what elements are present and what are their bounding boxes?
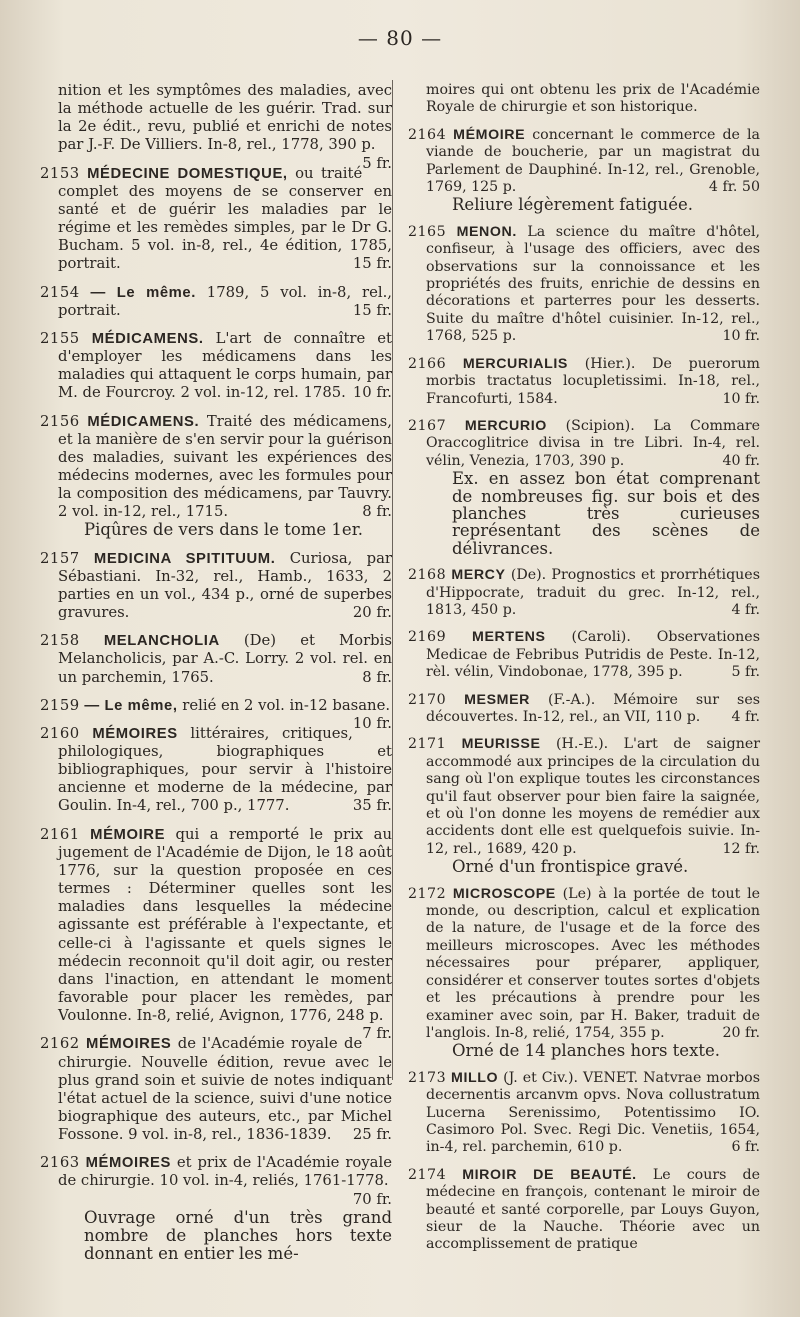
entry-text: (De). Prognostics et prorrhétiques d'Hippocrate, traduit du grec. In-12, rel., 1813, 450 p. xyxy=(426,567,760,618)
entry-keyword: MÉMOIRES xyxy=(85,1155,171,1172)
catalogue-entry xyxy=(408,886,760,1060)
entry-keyword: MERCURIALIS xyxy=(462,355,568,372)
entry-keyword: MIROIR DE BEAUTÉ. xyxy=(462,1166,637,1183)
entry-head xyxy=(40,632,220,649)
catalogue-entry xyxy=(40,413,392,540)
entry-price: 12 fr. xyxy=(722,840,760,857)
entry-price: 5 fr. xyxy=(731,664,760,681)
entry-text: (Hier.). De puerorum morbis tractatus locupletissimi. In-18, rel., Francofurti, 1584. xyxy=(426,355,760,407)
catalogue-entry xyxy=(40,165,392,274)
entry-head xyxy=(40,413,199,430)
entry-text: relié en 2 vol. in-12 basane. xyxy=(182,696,391,714)
entry-price: 70 fr. xyxy=(352,1190,392,1208)
entry-head xyxy=(40,1035,171,1052)
column-divider xyxy=(392,80,393,1080)
catalogue-entry xyxy=(408,567,760,619)
entry-number: 2155 xyxy=(40,329,80,347)
entry-text: concernant le commerce de la viande de boucherie, par un magistrat du Parlement de Dauphiné. In-12, rel., Grenoble, 1769, 125 p. xyxy=(426,126,760,196)
entry-price: 10 fr. xyxy=(352,714,392,732)
entry-head xyxy=(408,567,506,583)
entry-price: 8 fr. xyxy=(362,668,392,686)
entry-number: 2165 xyxy=(408,223,447,240)
entry-keyword: MELANCHOLIA xyxy=(103,633,220,650)
entry-number: 2158 xyxy=(40,632,80,650)
catalogue-entry xyxy=(40,1154,392,1263)
catalogue-entry xyxy=(408,127,760,214)
entry-head xyxy=(408,886,556,902)
entry-price: 15 fr. xyxy=(352,255,392,273)
entry-number: 2168 xyxy=(408,567,447,584)
catalogue-entry xyxy=(408,1070,760,1157)
entry-price: 35 fr. xyxy=(352,797,392,815)
entry-text: (F.-A.). Mémoire sur ses découvertes. In-12, rel., an VII, 110 p. xyxy=(426,691,761,725)
entry-keyword: MILLO xyxy=(451,1069,499,1086)
entry-head xyxy=(40,697,178,714)
catalogue-entry xyxy=(408,356,760,408)
catalogue-entry xyxy=(40,284,392,320)
entry-keyword: MERCURIO xyxy=(464,417,547,434)
catalogue-entry xyxy=(40,725,392,816)
entry-head xyxy=(40,1154,171,1171)
entry-number: 2164 xyxy=(408,126,447,143)
entry-text: ou traité complet des moyens de se conserver en santé et de guérir les maladies par le régime et les remèdes simples, par le Dr G. Bucham. 5 vol. in-8, rel., 4e édition, 1785, portrait. xyxy=(58,164,392,273)
entry-keyword: MENON. xyxy=(456,223,517,240)
entry-note: Ex. en assez bon état comprenant de nombreuses fig. sur bois et des planches très curieuses représentant des scènes de délivrances. xyxy=(452,469,760,558)
right-column xyxy=(408,82,760,1264)
entry-keyword: MESMER xyxy=(464,691,530,708)
entry-head xyxy=(408,692,530,708)
entry-keyword: MÉDICAMENS. xyxy=(87,413,200,430)
page-number: — 80 — xyxy=(357,26,443,50)
entry-number: 2161 xyxy=(40,825,80,843)
entry-keyword: — Le même. xyxy=(90,284,196,301)
catalogue-entry xyxy=(408,692,760,727)
entry-price: 20 fr. xyxy=(722,1024,760,1041)
entry-head xyxy=(408,629,546,645)
entry-note: Orné de 14 planches hors texte. xyxy=(452,1041,721,1061)
catalogue-entry xyxy=(40,330,392,403)
catalogue-entry xyxy=(408,418,760,557)
entry-number: 2153 xyxy=(40,164,80,182)
entry-text: (Scipion). La Commare Oraccoglitrice divisa in tre Libri. In-4, rel. vélin, Venezia, 1703, 390 p. xyxy=(426,417,760,469)
entry-number: 2160 xyxy=(40,724,80,742)
entry-number: 2156 xyxy=(40,412,80,430)
entry-keyword: MÉMOIRES xyxy=(86,1036,172,1053)
entry-note: Ouvrage orné d'un très grand nombre de planches hors texte donnant en entier les mé- xyxy=(84,1207,392,1264)
entry-price: 4 fr. 50 xyxy=(708,179,760,196)
entry-price: 10 fr. xyxy=(352,384,392,402)
left-column xyxy=(40,82,392,1273)
entry-text: 1789, 5 vol. in-8, rel., portrait. xyxy=(58,283,392,319)
entry-keyword: MÉMOIRES xyxy=(92,725,178,742)
entry-head xyxy=(408,418,547,434)
entry-price: 7 fr. xyxy=(362,1025,392,1043)
catalogue-entry xyxy=(408,736,760,875)
entry-price: 20 fr. xyxy=(352,604,392,622)
entry-keyword: MERTENS xyxy=(472,629,546,646)
entry-text: Le cours de médecine en françois, contenant le miroir de beauté et santé corporelle, par Louys Guyon, sieur de la Nauche. Théorie avec un accomplissement de pratique xyxy=(426,1166,760,1253)
entry-head xyxy=(408,736,541,752)
catalogue-entry xyxy=(40,550,392,623)
entry-text: (De) et Morbis Melancholicis, par A.-C. Lorry. 2 vol. rel. en un parchemin, 1765. xyxy=(58,632,392,686)
entry-text: (J. et Civ.). VENET. Natvrae morbos decernentis arcanvm opvs. Nova collustratum Lucerna Serenissimo, Potentissimo IO. Casimoro Pol. Svec. Regi Dic. Venetiis, 1654, in-4, rel. parchemin, 610 p. xyxy=(426,1069,760,1156)
entry-note: Reliure légèrement fatiguée. xyxy=(452,195,694,215)
entry-keyword: MICROSCOPE xyxy=(452,885,556,902)
entry-price: 5 fr. xyxy=(362,154,392,172)
entry-keyword: — Le même, xyxy=(84,697,178,714)
entry-keyword: MEDICINA SPITITUUM. xyxy=(93,550,276,567)
entry-number: 2157 xyxy=(40,549,80,567)
entry-text: qui a remporté le prix au jugement de l'Académie de Dijon, le 18 août 1776, sur la question proposée en ces termes : Déterminer quelles sont les maladies dans lesquelles la médecine agissante est préférable à l'expectante, et celle-ci à l'agissante et quels signes le médecin reconnoit qu'il doit agir, ou rester dans l'inaction, en attendant le moment favorable pour placer les remèdes, par Voulonne. In-8, relié, Avignon, 1776, 248 p. xyxy=(58,825,392,1025)
entry-text: nition et les symptômes des maladies, avec la méthode actuelle de les guérir. Trad. sur la 2e édit., revu, publié et enrichi de notes par J.-F. De Villiers. In-8, rel., 1778, 390 p. xyxy=(58,82,392,154)
entry-keyword: MERCY xyxy=(451,567,506,584)
catalogue-entry xyxy=(408,224,760,346)
entry-text: La science du maître d'hôtel, confiseur, à l'usage des officiers, avec des observations sur la connoissance et les propriétés des fruits, enrichie de dessins en décorations et parterres pour les desserts. Suite du maître d'hôtel cuisinier. In-12, rel., 1768, 525 p. xyxy=(426,223,761,345)
entry-head xyxy=(408,224,517,240)
entry-head xyxy=(408,127,525,143)
entry-number: 2170 xyxy=(408,691,447,708)
entry-price: 40 fr. xyxy=(722,452,760,469)
entry-price: 15 fr. xyxy=(352,301,392,319)
entry-note: Orné d'un frontispice gravé. xyxy=(452,857,689,877)
entry-text: Traité des médicamens, et la manière de s'en servir pour la guérison des maladies, suivant les expériences des médecins modernes, avec les formules pour la composition des médicamens, par Tauvry. 2 vol. in-12, rel., 1715. xyxy=(58,412,392,521)
entry-number: 2167 xyxy=(408,417,447,434)
entry-price: 8 fr. xyxy=(362,503,392,521)
entry-text: L'art de connaître et d'employer les médicamens dans les maladies qui attaquent le corps humain, par M. de Fourcroy. 2 vol. in-12, rel. 1785. xyxy=(58,329,392,402)
entry-head xyxy=(408,356,568,372)
entry-number: 2174 xyxy=(408,1166,447,1183)
catalogue-entry xyxy=(408,629,760,681)
entry-number: 2169 xyxy=(408,629,447,646)
entry-price: 10 fr. xyxy=(722,328,760,345)
entry-price: 10 fr. xyxy=(722,390,760,407)
entry-keyword: MÉDECINE DOMESTIQUE, xyxy=(87,165,288,182)
catalogue-entry xyxy=(40,632,392,686)
entry-price: 4 fr. xyxy=(731,709,760,725)
entry-head xyxy=(408,1070,498,1086)
catalogue-entry xyxy=(40,825,392,1043)
entry-text: Curiosa, par Sébastiani. In-32, rel., Hamb., 1633, 2 parties en un vol., 434 p., orné de superbes gravures. xyxy=(58,549,392,622)
entry-keyword: MEURISSE xyxy=(461,736,541,753)
entry-head xyxy=(40,826,165,843)
entry-number: 2166 xyxy=(408,355,447,372)
entry-continuation xyxy=(40,82,392,172)
entry-text: de l'Académie royale de chirurgie. Nouvelle édition, revue avec le plus grand soin et suivie de notes indiquant l'état actuel de la science, suivi d'une notice biographique des auteurs, etc., par Michel Fossone. 9 vol. in-8, rel., 1836-1839. xyxy=(58,1035,392,1144)
entry-text: (Le) à la portée de tout le monde, ou description, calcul et explication de la nature, de l'usage et de la force des meilleurs microscopes. Avec les méthodes nécessaires pour préparer, appliquer, considérer et conserver toutes sortes d'objets et les précautions à prendre pour les examiner avec soin, par H. Baker, traduit de l'anglois. In-8, relié, 1754, 355 p. xyxy=(426,885,761,1041)
catalogue-entry xyxy=(40,1035,392,1144)
entry-price: 6 fr. xyxy=(731,1139,760,1156)
entry-keyword: MÉMOIRE xyxy=(453,126,526,143)
entry-text: (Caroli). Observationes Medicae de Febribus Putridis de Peste. In-12, rèl. vélin, Vindobonae, 1778, 395 p. xyxy=(426,629,760,681)
entry-head xyxy=(408,1167,637,1183)
entry-number: 2154 xyxy=(40,283,80,301)
entry-number: 2162 xyxy=(40,1035,80,1053)
entry-text: littéraires, critiques, philologiques, biographiques et bibliographiques, pour servir à l'histoire ancienne et moderne de la médecine, par Goulin. In-4, rel., 700 p., 1777. xyxy=(58,724,392,815)
entry-continuation xyxy=(408,82,760,117)
entry-note: Piqûres de vers dans le tome 1er. xyxy=(84,520,364,540)
entry-head xyxy=(40,550,275,567)
entry-price: 25 fr. xyxy=(352,1126,392,1144)
entry-head xyxy=(40,165,288,182)
catalogue-entry xyxy=(40,696,392,732)
entry-text: (H.-E.). L'art de saigner accommodé aux principes de la circulation du sang où l'on explique toutes les circonstances qu'il faut observer pour bien faire la saignée, et où l'on donne les moyens de remédier aux accidents dont elle est quelquefois suivie. In-12, rel., 1689, 420 p. xyxy=(426,736,761,857)
entry-number: 2171 xyxy=(408,736,447,753)
entry-text: moires qui ont obtenu les prix de l'Académie Royale de chirurgie et son historique. xyxy=(426,82,760,116)
entry-number: 2159 xyxy=(40,696,80,714)
entry-head xyxy=(40,725,178,742)
entry-number: 2172 xyxy=(408,885,447,902)
entry-price: 4 fr. xyxy=(731,601,760,618)
entry-text: et prix de l'Académie royale de chirurgie. 10 vol. in-4, reliés, 1761-1778. xyxy=(58,1154,392,1190)
entry-keyword: MÉDICAMENS. xyxy=(91,330,204,347)
entry-head xyxy=(40,330,204,347)
entry-keyword: MÉMOIRE xyxy=(90,826,166,843)
catalogue-entry xyxy=(408,1167,760,1254)
entry-number: 2173 xyxy=(408,1069,447,1086)
entry-head xyxy=(40,284,196,301)
entry-number: 2163 xyxy=(40,1154,80,1172)
